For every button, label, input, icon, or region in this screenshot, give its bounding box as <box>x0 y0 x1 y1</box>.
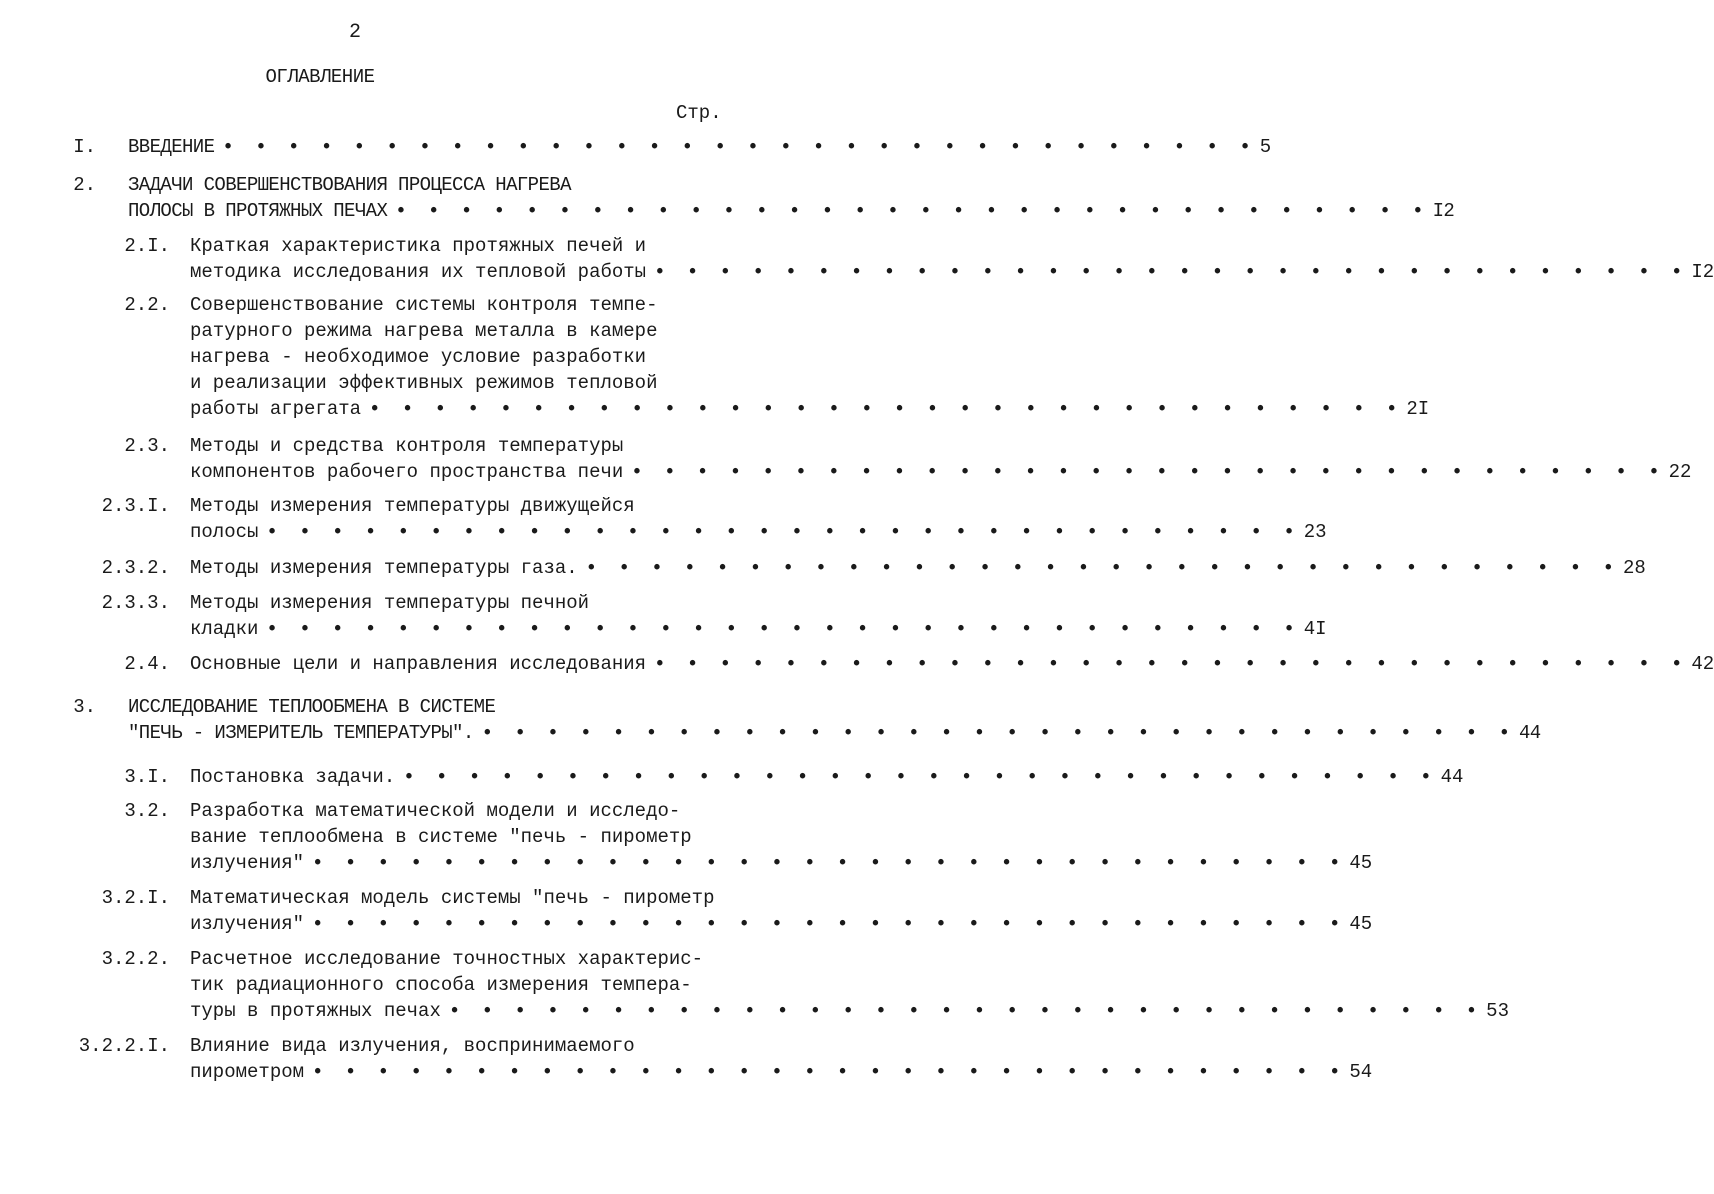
toc-entry-number: 2.3.3. <box>101 592 170 614</box>
toc-leader-dots: • • • • • • • • • • • • • • • • • • • • • • • • • • • • • • • • <box>369 398 1403 420</box>
toc-entry-title-line: Основные цели и направления исследования <box>190 653 647 675</box>
toc-entry-number: 2.3.I. <box>101 495 170 517</box>
toc-entry-page: I2 <box>1432 200 1455 222</box>
toc-entry-title-line: вание теплообмена в системе "печь - пирометр <box>190 826 692 848</box>
toc-entry-number: I. <box>73 136 96 158</box>
toc-entry-number: 3.2.2.I. <box>78 1035 170 1057</box>
toc-entry-title-line: ЗАДАЧИ СОВЕРШЕНСТВОВАНИЯ ПРОЦЕССА НАГРЕВА <box>128 174 571 196</box>
toc-leader-dots: • • • • • • • • • • • • • • • • • • • • • • • • • • • • • • • • <box>312 913 1346 935</box>
toc-entry-title-line: Влияние вида излучения, воспринимаемого <box>190 1035 635 1057</box>
toc-entry-title-line: Методы измерения температуры печной <box>190 592 590 614</box>
toc-entry-title-line: Краткая характеристика протяжных печей и <box>190 235 647 257</box>
toc-entry-number: 2.4. <box>124 653 170 675</box>
toc-leader-dots: • • • • • • • • • • • • • • • • • • • • • • • • • • • • • • • • <box>266 521 1300 543</box>
toc-leader-dots: • • • • • • • • • • • • • • • • • • • • • • • • • • • • • • • • <box>312 1061 1346 1083</box>
toc-entry-number: 3.2.I. <box>101 887 170 909</box>
toc-leader-dots: • • • • • • • • • • • • • • • • • • • • • • • • • • • • • • • • <box>312 852 1346 874</box>
toc-entry-page: 4I <box>1303 618 1327 640</box>
toc-entry-title-line: ИССЛЕДОВАНИЕ ТЕПЛООБМЕНА В СИСТЕМЕ <box>128 696 496 718</box>
toc-entry-page: 2I <box>1406 398 1430 420</box>
toc-entry-title-line: туры в протяжных печах <box>190 1000 441 1022</box>
toc-entry-title-line: ПОЛОСЫ В ПРОТЯЖНЫХ ПЕЧАХ <box>128 200 388 222</box>
toc-entry-page: 44 <box>1440 766 1464 788</box>
toc-entry-title-line: работы агрегата <box>190 398 362 420</box>
toc-entry-title-line: Постановка задачи. <box>190 766 396 788</box>
toc-entry-page: 45 <box>1349 852 1373 874</box>
toc-leader-dots: • • • • • • • • • • • • • • • • • • • • • • • • • • • • • • • • <box>631 461 1665 483</box>
toc-entry-title-line: излучения" <box>190 852 305 874</box>
toc-entry-title-line: ВВЕДЕНИЕ <box>128 136 215 158</box>
toc-leader-dots: • • • • • • • • • • • • • • • • • • • • • • • • • • • • • • • • <box>481 722 1515 744</box>
toc-entry-title-line: полосы <box>190 521 259 543</box>
toc-entry-title-line: методика исследования их тепловой работы <box>190 261 647 283</box>
toc-entry-number: 2.3.2. <box>101 557 170 579</box>
toc-entry-number: 2.2. <box>124 294 170 316</box>
toc-leader-dots: • • • • • • • • • • • • • • • • • • • • • • • • • • • • • • • • <box>266 618 1300 640</box>
toc-entry-title-line: Математическая модель системы "печь - пирометр <box>190 887 715 909</box>
toc-leader-dots: • • • • • • • • • • • • • • • • • • • • • • • • • • • • • • • • <box>585 557 1619 579</box>
toc-entry-title-line: тик радиационного способа измерения темпера- <box>190 974 692 996</box>
toc-entry-page: 22 <box>1668 461 1692 483</box>
toc-entry-title-line: ратурного режима нагрева металла в камере <box>190 320 658 342</box>
toc-entry-number: 3. <box>73 696 96 718</box>
toc-leader-dots: • • • • • • • • • • • • • • • • • • • • • • • • • • • • • • • • <box>222 136 1256 158</box>
toc-entry-number: 2.3. <box>124 435 170 457</box>
toc-entry-page: 5 <box>1259 136 1271 158</box>
toc-leader-dots: • • • • • • • • • • • • • • • • • • • • • • • • • • • • • • • • <box>654 261 1688 283</box>
toc-entry-title-line: пирометром <box>190 1061 305 1083</box>
toc-entry-title-line: Методы и средства контроля температуры <box>190 435 624 457</box>
toc-leader-dots: • • • • • • • • • • • • • • • • • • • • • • • • • • • • • • • • <box>395 200 1429 222</box>
toc-entry-title-line: Разработка математической модели и исследо- <box>190 800 681 822</box>
toc-entry-title-line: Методы измерения температуры движущейся <box>190 495 635 517</box>
toc-entry-page: 28 <box>1623 557 1646 579</box>
toc-leader-dots: • • • • • • • • • • • • • • • • • • • • • • • • • • • • • • • • <box>448 1000 1483 1022</box>
toc-entry-number: 3.2.2. <box>101 948 170 970</box>
toc-entry-title-line: нагрева - необходимое условие разработки <box>190 346 647 368</box>
toc-leader-dots: • • • • • • • • • • • • • • • • • • • • • • • • • • • • • • • • <box>654 653 1688 675</box>
page-column-header: Стр. <box>676 102 722 124</box>
toc-entry-number: 3.2. <box>124 800 170 822</box>
toc-entry-page: 42 <box>1691 653 1714 675</box>
toc-entry-title-line: Совершенствование системы контроля темпе- <box>190 294 658 316</box>
toc-entry-title-line: и реализации эффективных режимов тепловой <box>190 372 658 394</box>
page-number: 2 <box>348 21 361 44</box>
toc-entry-number: 3.I. <box>124 766 170 788</box>
toc-entry-title-line: излучения" <box>190 913 305 935</box>
toc-entry-page: I2 <box>1691 261 1714 283</box>
toc-entry-title-line: Расчетное исследование точностных характерис- <box>190 948 704 970</box>
toc-entry-page: 23 <box>1303 521 1327 543</box>
toc-entry-page: 44 <box>1519 722 1541 744</box>
toc-entry-page: 45 <box>1349 913 1373 935</box>
toc-entry-title-line: Методы измерения температуры газа. <box>190 557 578 579</box>
toc-title: ОГЛАВЛЕНИЕ <box>265 66 375 88</box>
toc-entry-page: 54 <box>1349 1061 1373 1083</box>
toc-entry-title-line: компонентов рабочего пространства печи <box>190 461 624 483</box>
toc-entry-number: 2.I. <box>124 235 170 257</box>
toc-entry-page: 53 <box>1486 1000 1509 1022</box>
toc-leader-dots: • • • • • • • • • • • • • • • • • • • • • • • • • • • • • • • • <box>403 766 1437 788</box>
toc-entry-title-line: кладки <box>190 618 259 640</box>
toc-entry-title-line: "ПЕЧЬ - ИЗМЕРИТЕЛЬ ТЕМПЕРАТУРЫ". <box>128 722 474 744</box>
toc-entry-number: 2. <box>73 174 96 196</box>
